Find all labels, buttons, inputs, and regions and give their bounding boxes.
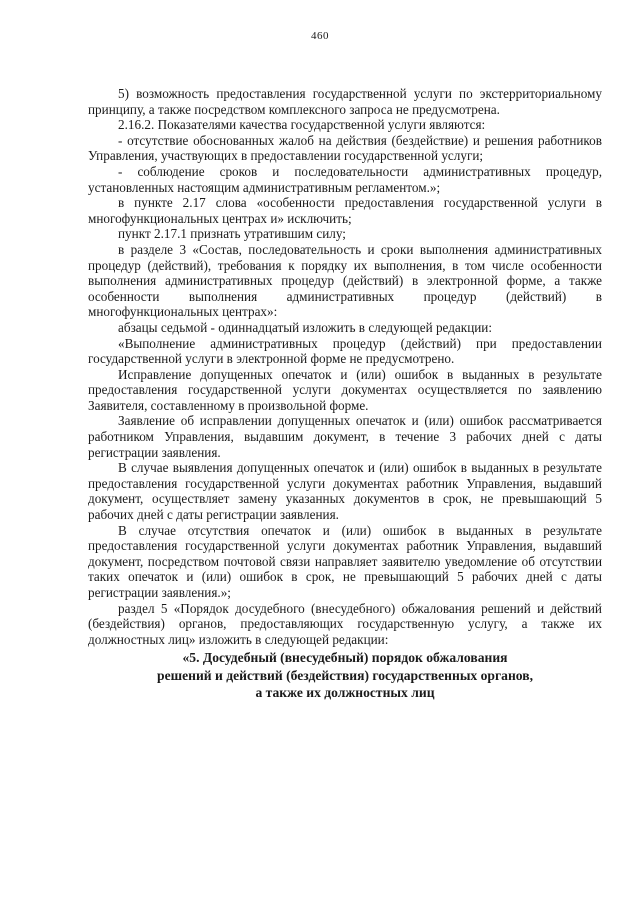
paragraph-2: 2.16.2. Показателями качества государственной услуги являются: — [118, 117, 486, 133]
heading-line-3: а также их должностных лиц — [255, 685, 435, 701]
paragraph-1: 5) возможность предоставления государственной услуги по экстерриториальному принципу, а также посредством комплексного запроса не предусмотрена. — [88, 86, 602, 117]
paragraph-3: - отсутствие обоснованных жалоб на действия (бездействие) и решения работников Управления, участвующих в предоставлении государственной услуги; — [88, 132, 602, 164]
paragraph-12: В случае выявления допущенных опечаток и (или) ошибок в выданных в результате предоставления государственной услуги документах работник Управления, выдавший документ, осуществляет замену указанных документов в срок, не превышающий 5 рабочих дней с даты регистрации заявления. — [88, 460, 602, 523]
heading-line-1: «5. Досудебный (внесудебный) порядок обжалования — [182, 650, 508, 666]
page-number: 460 — [311, 30, 329, 42]
paragraph-6: пункт 2.17.1 признать утратившим силу; — [118, 226, 346, 242]
paragraph-9: «Выполнение административных процедур (действий) при предоставлении государственной услуги в электронной форме не предусмотрено. — [88, 335, 602, 367]
paragraph-4: - соблюдение сроков и последовательности административных процедур, установленных настоящим административным регламентом.»; — [88, 163, 602, 195]
heading-line-2: решений и действий (бездействия) государственных органов, — [157, 667, 533, 683]
paragraph-13: В случае отсутствия опечаток и (или) ошибок в выданных в результате предоставления государственной услуги документах работник Управления, выдавший документ, посредством почтовой связи направляет заявителю уведомление об отсутствии таких опечаток и (или) ошибок в срок, не превышающий 5 рабочих дней с даты регистрации заявления.»; — [88, 522, 602, 600]
document-body — [88, 86, 602, 702]
paragraph-11: Заявление об исправлении допущенных опечаток и (или) ошибок рассматривается работником Управления, выдавшим документ, в течение 3 рабочих дней с даты регистрации заявления. — [88, 413, 602, 460]
section-heading — [88, 649, 602, 702]
paragraph-5: в пункте 2.17 слова «особенности предоставления государственной услуги в многофункциональных центрах и» исключить; — [88, 195, 602, 226]
paragraph-10: Исправление допущенных опечаток и (или) ошибок в выданных в результате предоставления государственной услуги документах осуществляется по заявлению Заявителя, составленному в произвольной форме. — [88, 366, 602, 413]
paragraph-14: раздел 5 «Порядок досудебного (внесудебного) обжалования решений и действий (бездействия) органов, предоставляющих государственную услугу, а также их должностных лиц» изложить в следующей редакции: — [88, 600, 602, 647]
paragraph-7: в разделе 3 «Состав, последовательность и сроки выполнения административных процедур (действий), требования к порядку их выполнения, в том числе особенности выполнения административных процедур (действий) в электронной форме, а также особенности выполнения административных процедур (действий) в многофункциональных центрах»: — [88, 241, 602, 320]
paragraph-8: абзацы седьмой - одиннадцатый изложить в следующей редакции: — [118, 319, 493, 335]
